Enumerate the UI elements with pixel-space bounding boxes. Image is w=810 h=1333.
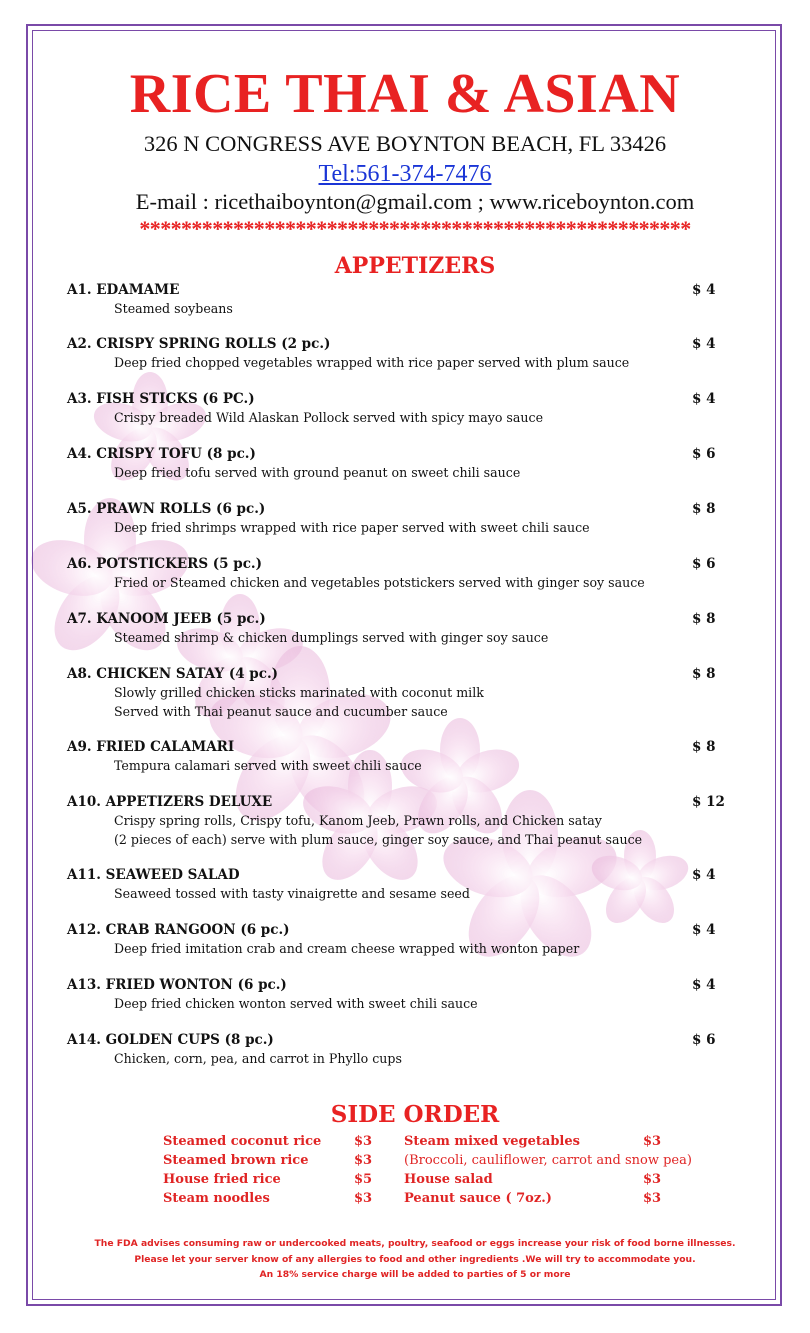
- side-item-name: Peanut sauce ( 7oz.): [404, 1191, 552, 1206]
- item-description: Chicken, corn, pea, and carrot in Phyllo cups: [114, 1051, 402, 1066]
- menu-item: [67, 500, 737, 537]
- item-description: Fried or Steamed chicken and vegetables potstickers served with ginger soy sauce: [114, 575, 645, 590]
- menu-item: [67, 1031, 737, 1068]
- side-item-name: House salad: [404, 1172, 493, 1187]
- item-name: A9. FRIED CALAMARI: [67, 739, 235, 755]
- restaurant-title: RICE THAI & ASIAN: [129, 63, 681, 125]
- item-price: $ 6: [692, 1032, 716, 1048]
- item-name: A7. KANOOM JEEB (5 pc.): [67, 611, 266, 627]
- side-item-name: Steamed coconut rice: [163, 1134, 322, 1149]
- item-price: $ 4: [692, 977, 716, 993]
- item-name: A6. POTSTICKERS (5 pc.): [67, 556, 262, 572]
- item-price: $ 4: [692, 867, 716, 883]
- menu-item: [67, 866, 737, 903]
- menu-item: [67, 335, 737, 372]
- side-order-heading: SIDE ORDER: [330, 1101, 500, 1128]
- item-description: (2 pieces of each) serve with plum sauce, ginger soy sauce, and Thai peanut sauce: [114, 832, 643, 847]
- item-price: $ 4: [692, 282, 716, 298]
- menu-item: [67, 445, 737, 482]
- item-description: Deep fried chopped vegetables wrapped with rice paper served with plum sauce: [114, 355, 630, 370]
- footer-line: An 18% service charge will be added to parties of 5 or more: [259, 1269, 571, 1280]
- menu-item: [67, 390, 737, 427]
- item-price: $ 8: [692, 666, 716, 682]
- side-item-name: (Broccoli, cauliflower, carrot and snow pea): [404, 1153, 692, 1168]
- menu-item: [67, 555, 737, 592]
- menu-item: [67, 281, 737, 318]
- item-description: Deep fried imitation crab and cream cheese wrapped with wonton paper: [114, 941, 580, 956]
- item-price: $ 8: [692, 611, 716, 627]
- menu-item: [67, 921, 737, 958]
- menu-item: [67, 793, 737, 849]
- side-item-price: $3: [354, 1191, 373, 1206]
- item-description: Crispy spring rolls, Crispy tofu, Kanom Jeeb, Prawn rolls, and Chicken satay: [114, 813, 602, 828]
- item-price: $ 4: [692, 922, 716, 938]
- menu-item: [67, 738, 737, 775]
- side-item-name: House fried rice: [163, 1172, 281, 1187]
- side-item-price: $3: [643, 1134, 662, 1149]
- item-name: A8. CHICKEN SATAY (4 pc.): [67, 666, 279, 682]
- item-name: A3. FISH STICKS (6 PC.): [67, 391, 255, 407]
- side-item-price: $3: [354, 1153, 373, 1168]
- side-item-name: Steam noodles: [163, 1191, 270, 1206]
- item-name: A13. FRIED WONTON (6 pc.): [67, 977, 287, 993]
- item-name: A12. CRAB RANGOON (6 pc.): [67, 922, 290, 938]
- star-divider: *****************************************************: [139, 216, 691, 241]
- email-website-line: E-mail : ricethaiboynton@gmail.com ; www.riceboynton.com: [135, 189, 695, 214]
- item-description: Deep fried tofu served with ground peanut on sweet chili sauce: [114, 465, 521, 480]
- side-item-name: Steam mixed vegetables: [404, 1134, 580, 1149]
- item-price: $ 12: [692, 794, 725, 810]
- item-name: A2. CRISPY SPRING ROLLS (2 pc.): [67, 336, 331, 352]
- item-description: Deep fried chicken wonton served with sweet chili sauce: [114, 996, 478, 1011]
- side-item-price: $3: [643, 1191, 662, 1206]
- item-name: A4. CRISPY TOFU (8 pc.): [67, 446, 256, 462]
- side-item-price: $3: [643, 1172, 662, 1187]
- footer-line: The FDA advises consuming raw or undercooked meats, poultry, seafood or eggs increase your risk of food borne illnesses.: [94, 1238, 736, 1249]
- item-price: $ 4: [692, 391, 716, 407]
- item-description: Slowly grilled chicken sticks marinated with coconut milk: [114, 685, 484, 700]
- item-name: A14. GOLDEN CUPS (8 pc.): [67, 1032, 274, 1048]
- side-item-price: $3: [354, 1134, 373, 1149]
- item-price: $ 8: [692, 739, 716, 755]
- footer-line: Please let your server know of any allergies to food and other ingredients .We will try to accommodate you.: [134, 1254, 696, 1265]
- side-item-name: Steamed brown rice: [163, 1153, 309, 1168]
- menu-item: [67, 610, 737, 647]
- item-description: Tempura calamari served with sweet chili sauce: [114, 758, 422, 773]
- item-name: A5. PRAWN ROLLS (6 pc.): [67, 501, 266, 517]
- item-price: $ 4: [692, 336, 716, 352]
- item-name: A1. EDAMAME: [67, 282, 180, 298]
- item-description: Steamed shrimp & chicken dumplings served with ginger soy sauce: [114, 630, 549, 645]
- item-description: Served with Thai peanut sauce and cucumber sauce: [114, 704, 448, 719]
- side-item-price: $5: [354, 1172, 373, 1187]
- appetizers-heading: APPETIZERS: [334, 253, 496, 279]
- item-name: A11. SEAWEED SALAD: [67, 867, 240, 883]
- item-name: A10. APPETIZERS DELUXE: [67, 794, 273, 810]
- phone-link[interactable]: Tel:561-374-7476: [318, 161, 492, 187]
- item-description: Seaweed tossed with tasty vinaigrette and sesame seed: [114, 886, 470, 901]
- item-price: $ 6: [692, 446, 716, 462]
- item-description: Crispy breaded Wild Alaskan Pollock served with spicy mayo sauce: [114, 410, 544, 425]
- item-price: $ 6: [692, 556, 716, 572]
- item-price: $ 8: [692, 501, 716, 517]
- menu-item: [67, 976, 737, 1013]
- restaurant-address: 326 N CONGRESS AVE BOYNTON BEACH, FL 33426: [143, 131, 667, 156]
- item-description: Steamed soybeans: [114, 301, 233, 316]
- item-description: Deep fried shrimps wrapped with rice paper served with sweet chili sauce: [114, 520, 590, 535]
- menu-item: [67, 665, 737, 721]
